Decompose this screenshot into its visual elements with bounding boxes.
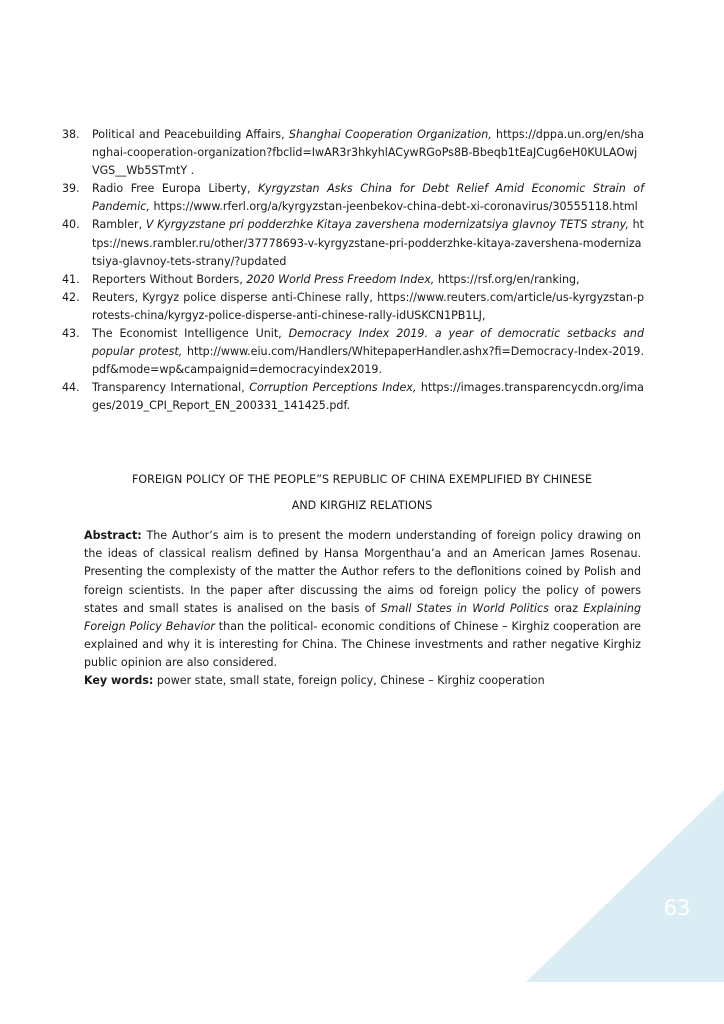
- reference-title: Democracy Index 2019. a year of democratic setbacks and popular protest,: [92, 327, 644, 359]
- reference-url[interactable]: http://www.eiu.com/Handlers/WhitepaperHandler.ashx?fi=Democracy-Index-2019.pdf&mode=wp&campaignid=democracyindex2019: [92, 345, 645, 377]
- abstract-book-1: Small States in World Politics: [380, 601, 549, 615]
- reference-number: 39.: [62, 182, 80, 196]
- corner-triangle: [526, 790, 724, 982]
- abstract-text-2: oraz: [548, 601, 584, 615]
- reference-end: .: [378, 363, 382, 377]
- abstract-text-1: The Author’s aim is to present the modern understanding of foreign policy drawing on the ideas of classical realism defined by Hansa Morgenthau’a and an American James Rosenau. Presenting the complexisty of the matter the Author refers to the deflonitions coined by Polish and foreign scientists. In the paper after discussing the aims od foreign policy the policy of powers states and small states is analised on the basis of: [84, 529, 641, 615]
- abstract-text-3: than the political- economic conditions of Chinese – Kirghiz cooperation are explained and why it is interesting for China. The Chinese investments and rather negative Kirghiz public opinion are also considered.: [84, 620, 641, 670]
- keywords-text: power state, small state, foreign policy, Chinese – Kirghiz cooperation: [153, 674, 545, 687]
- reference-url[interactable]: https://dppa.un.org/en/shanghai-cooperation-organization?fbclid=IwAR3r3hkyhlACywRGoPs8B-Bbeqb1tEaJCug6eH0KULAOwjVGS__Wb5STmtY: [92, 128, 644, 178]
- reference-end: ,: [481, 308, 486, 322]
- reference-title: Corruption Perceptions Index,: [249, 381, 417, 395]
- reference-end: .: [346, 399, 351, 413]
- reference-end: .: [187, 164, 195, 178]
- reference-source: Reporters Without Borders,: [92, 272, 247, 286]
- reference-url[interactable]: https://news.rambler.ru/other/37778693-v-kyrgyzstane-pri-podderzhke-kitaya-zavershena-modernizatsiya-glavnoy-tets-strany/?updated: [92, 218, 644, 268]
- reference-source: Rambler,: [92, 218, 146, 232]
- reference-source: Transparency International,: [92, 381, 250, 395]
- reference-source: The Economist Intelligence Unit,: [92, 327, 289, 341]
- reference-title: V Kyrgyzstane pri podderzhke Kitaya zavershena modernizatsiya glavnoy TETS strany,: [145, 218, 629, 232]
- reference-title: 2020 World Press Freedom Index,: [246, 272, 435, 286]
- reference-url[interactable]: https://rsf.org/en/ranking: [437, 272, 577, 286]
- article-title-line-1: FOREIGN POLICY OF THE PEOPLE”S REPUBLIC OF CHINA EXEMPLIFIED BY CHINESE: [131, 473, 593, 486]
- reference-number: 40.: [62, 218, 80, 232]
- keywords-label: Key words:: [84, 674, 154, 687]
- reference-number: 43.: [62, 327, 80, 341]
- reference-url[interactable]: https://www.rferl.org/a/kyrgyzstan-jeenbekov-china-debt-xi-coronavirus/30555118.html: [153, 200, 638, 214]
- reference-source: Radio Free Europa Liberty,: [92, 182, 259, 196]
- reference-end: ,: [576, 272, 580, 286]
- reference-title: Shanghai Cooperation Organization,: [288, 128, 492, 141]
- reference-source: Reuters, Kyrgyz police disperse anti-Chinese rally,: [92, 290, 378, 304]
- reference-source: Political and Peacebuilding Affairs,: [92, 128, 289, 141]
- reference-url[interactable]: https://images.transparencycdn.org/images/2019_CPI_Report_EN_200331_141425.pdf: [92, 381, 644, 413]
- reference-number: 41.: [62, 272, 80, 286]
- reference-number: 42.: [62, 290, 80, 304]
- reference-url[interactable]: https://www.reuters.com/article/us-kyrgyzstan-protests-china/kyrgyz-police-disperse-anti-chinese-rally-idUSKCN1PB1LJ: [92, 290, 644, 322]
- reference-number: 44.: [62, 381, 80, 395]
- abstract-label: Abstract:: [84, 529, 142, 542]
- abstract-book-2: Explaining Foreign Policy Behavior: [84, 601, 641, 634]
- page-number: 63: [663, 896, 691, 920]
- reference-number: 38.: [62, 128, 80, 141]
- article-title-line-2: AND KIRGHIZ RELATIONS: [291, 499, 433, 512]
- reference-title: Kyrgyzstan Asks China for Debt Relief Amid Economic Strain of Pandemic,: [92, 182, 644, 214]
